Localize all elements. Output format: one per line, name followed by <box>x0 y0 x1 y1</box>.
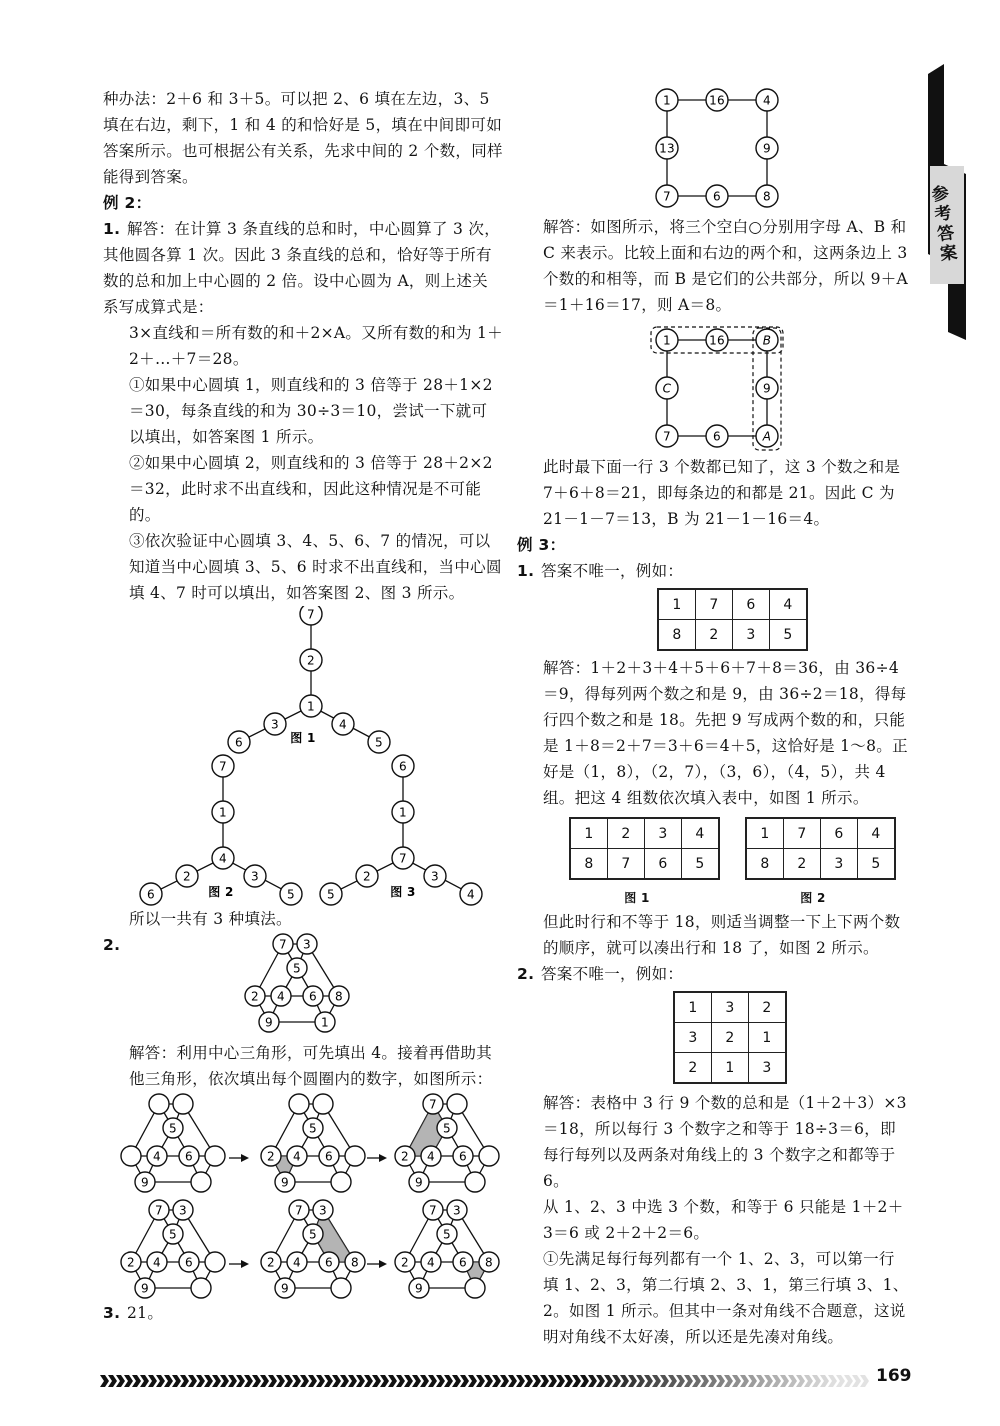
chevron-mark <box>164 1375 173 1387</box>
node-label: 5 <box>327 887 335 902</box>
grid-cell: 1 <box>674 992 712 1023</box>
chevron-mark <box>428 1375 437 1387</box>
grid-cell: 8 <box>658 620 696 651</box>
chevron-mark <box>276 1375 285 1387</box>
grid-cell: 7 <box>608 849 645 880</box>
chevron-mark <box>156 1375 165 1387</box>
chevron-mark <box>260 1375 269 1387</box>
node-circle <box>191 1278 211 1298</box>
grid-cell: 8 <box>746 849 784 880</box>
grid-cell: 8 <box>570 849 608 880</box>
node-circle <box>289 1094 309 1114</box>
node-label: 4 <box>153 1255 161 1270</box>
chevron-mark <box>756 1375 765 1387</box>
node-circle <box>121 1146 141 1166</box>
node-circle <box>331 1278 351 1298</box>
node-label: 3 <box>179 1203 187 1218</box>
node-label: 4 <box>293 1255 301 1270</box>
grid-cell: 3 <box>645 818 682 849</box>
grid-row <box>658 589 807 620</box>
node-label: 3 <box>453 1203 461 1218</box>
chevron-mark <box>732 1375 741 1387</box>
node-label: 4 <box>293 1149 301 1164</box>
chevron-mark <box>860 1375 869 1387</box>
grid-cell: 4 <box>770 589 808 620</box>
chevron-mark <box>460 1375 469 1387</box>
node-label: 8 <box>485 1255 493 1270</box>
grid-row <box>674 992 786 1023</box>
chevron-mark <box>316 1375 325 1387</box>
chevron-mark <box>564 1375 573 1387</box>
grid-cell: 2 <box>608 818 645 849</box>
square-figure-1 <box>517 86 909 210</box>
node-label: 2 <box>307 653 315 668</box>
paragraph: 解答：利用中心三角形，可先填出 4。接着再借助其他三角形，依次填出每个圆圈内的数字，如图所示： <box>129 1044 493 1088</box>
grid-cell: 5 <box>858 849 896 880</box>
arrow-head <box>379 1154 387 1162</box>
node-label: 5 <box>309 1227 317 1242</box>
chevron-mark <box>100 1375 109 1387</box>
chevron-mark <box>708 1375 717 1387</box>
chevron-mark <box>380 1375 389 1387</box>
node-label: 16 <box>709 93 725 108</box>
chevron-mark <box>652 1375 661 1387</box>
paragraph: 所以一共有 3 种填法。 <box>129 910 292 928</box>
question-number: 1. <box>517 562 535 580</box>
node-label: 6 <box>713 189 721 204</box>
node-circle <box>465 1278 485 1298</box>
node-circle <box>205 1146 225 1166</box>
arrow-head <box>241 1260 249 1268</box>
grid-cell: 5 <box>770 620 808 651</box>
paragraph: 从 1、2、3 中选 3 个数，和等于 6 只能是 1＋2＋3＝6 或 2＋2＋2＝6。 <box>543 1198 904 1242</box>
grid-row <box>746 818 895 849</box>
grid-cell: 3 <box>674 1023 712 1053</box>
chevron-mark <box>796 1375 805 1387</box>
chevron-mark <box>780 1375 789 1387</box>
fig3-caption: 图 3 <box>390 885 416 899</box>
chevron-mark <box>628 1375 637 1387</box>
grid-cell: 1 <box>712 1053 749 1084</box>
node-label: 2 <box>363 869 371 884</box>
node-circle <box>447 1094 467 1114</box>
node-label: 5 <box>309 1121 317 1136</box>
node-label: 2 <box>127 1255 135 1270</box>
grid-cell: 6 <box>645 849 682 880</box>
grid-row <box>674 1053 786 1084</box>
arrow-head <box>241 1154 249 1162</box>
chevron-mark <box>828 1375 837 1387</box>
chevron-mark <box>604 1375 613 1387</box>
example-heading: 例 2： <box>103 194 152 212</box>
chevron-mark <box>196 1375 205 1387</box>
grid-cell: 4 <box>682 818 720 849</box>
paragraph: 解答：表格中 3 行 9 个数的总和是（1＋2＋3）×3＝18，所以每行 3 个数字之和等于 18÷3＝6，即每行每列以及两条对角线上的 3 个数字之和都等于 6。 <box>543 1094 907 1190</box>
star-figures-svg <box>103 606 503 906</box>
chevron-mark <box>132 1375 141 1387</box>
chevron-mark <box>556 1375 565 1387</box>
chevron-mark <box>692 1375 701 1387</box>
node-label: 9 <box>265 1015 273 1030</box>
grid-cell: 3 <box>749 1053 787 1084</box>
node-label: 9 <box>281 1281 289 1296</box>
node-label: 6 <box>459 1149 467 1164</box>
node-label: 1 <box>663 93 671 108</box>
node-label: 6 <box>325 1149 333 1164</box>
node-label: 4 <box>339 717 347 732</box>
chevron-mark <box>516 1375 525 1387</box>
node-label: 2 <box>401 1255 409 1270</box>
paragraph: 解答：如图所示，将三个空白○分别用字母 A、B 和 C 来表示。比较上面和右边的两个和，这两条边上 3 个数的和相等，而 B 是它们的公共部分，所以 9＋A＝1＋16＝17，则 A＝8。 <box>543 218 909 314</box>
fig1-caption: 图 1 <box>290 731 316 745</box>
node-circle <box>191 1172 211 1192</box>
node-label: 8 <box>351 1255 359 1270</box>
node-label: 3 <box>271 717 279 732</box>
example-heading: 例 3： <box>517 536 566 554</box>
chevron-mark <box>220 1375 229 1387</box>
answer-grid <box>657 588 808 651</box>
node-label: 4 <box>427 1149 435 1164</box>
grid-cell: 6 <box>733 589 770 620</box>
node-label: 9 <box>763 381 771 396</box>
grid-cell: 1 <box>658 589 696 620</box>
node-circle <box>205 1252 225 1272</box>
grid-cell: 3 <box>733 620 770 651</box>
paragraph: ②如果中心圆填 2，则直线和的 3 倍等于 28＋2×2＝32，此时求不出直线和，因此这种情况是不可能的。 <box>129 454 493 524</box>
grid-cell: 4 <box>858 818 896 849</box>
node-label: 1 <box>219 805 227 820</box>
question-number: 1. <box>103 220 121 238</box>
left-column <box>103 86 503 1326</box>
node-label: 4 <box>763 93 771 108</box>
node-label: 13 <box>659 141 675 156</box>
chevron-mark <box>612 1375 621 1387</box>
node-label: 16 <box>709 333 725 348</box>
chevron-mark <box>348 1375 357 1387</box>
grid-cell: 2 <box>749 992 787 1023</box>
chevron-mark <box>228 1375 237 1387</box>
arrow-head <box>379 1260 387 1268</box>
chevron-mark <box>500 1375 509 1387</box>
node-label: 9 <box>281 1175 289 1190</box>
grid-cell: 2 <box>696 620 733 651</box>
paragraph: 此时最下面一行 3 个数都已知了，这 3 个数之和是 7＋6＋8＝21，即每条边的和都是 21。因此 C 为 21－1－7＝13，B 为 21－1－16＝4。 <box>543 458 901 528</box>
node-label: 3 <box>319 1203 327 1218</box>
chevron-mark <box>684 1375 693 1387</box>
node-label: 4 <box>153 1149 161 1164</box>
chevron-mark <box>420 1375 429 1387</box>
chevron-mark <box>324 1375 333 1387</box>
node-label: 9 <box>763 141 771 156</box>
chevron-mark <box>804 1375 813 1387</box>
chevron-mark <box>444 1375 453 1387</box>
chevron-mark <box>356 1375 365 1387</box>
chevron-mark <box>820 1375 829 1387</box>
triangle-steps <box>103 1092 503 1300</box>
node-label: 7 <box>399 851 407 866</box>
chevron-mark <box>748 1375 757 1387</box>
paragraph: ③依次验证中心圆填 3、4、5、6、7 的情况，可以知道当中心圆填 3、5、6 时求不出直线和，当中心圆填 4、7 时可以填出，如答案图 2、图 3 所示。 <box>129 532 502 602</box>
chevron-mark <box>508 1375 517 1387</box>
square-figure-2 <box>517 322 909 452</box>
chevron-mark <box>580 1375 589 1387</box>
node-label: 6 <box>309 989 317 1004</box>
paragraph: 答案不唯一，例如： <box>541 562 684 580</box>
node-label: 7 <box>429 1097 437 1112</box>
chevron-mark <box>812 1375 821 1387</box>
chevron-mark <box>308 1375 317 1387</box>
chevron-mark <box>116 1375 125 1387</box>
chevron-mark <box>436 1375 445 1387</box>
chevron-mark <box>588 1375 597 1387</box>
chevron-mark <box>396 1375 405 1387</box>
node-label: 5 <box>375 735 383 750</box>
chevron-mark <box>212 1375 221 1387</box>
node-label: 1 <box>321 1015 329 1030</box>
chevron-mark <box>340 1375 349 1387</box>
grid-cell: 7 <box>696 589 733 620</box>
grid-cell: 3 <box>712 992 749 1023</box>
paragraph: 答案不唯一，例如： <box>541 965 684 983</box>
chevron-mark <box>644 1375 653 1387</box>
chevron-mark <box>676 1375 685 1387</box>
page-number: 169 <box>876 1366 912 1386</box>
chevron-mark <box>524 1375 533 1387</box>
paragraph: 解答：1＋2＋3＋4＋5＋6＋7＋8＝36，由 36÷4＝9，得每列两个数之和是 9，由 36÷2＝18，得每行四个数之和是 18。先把 9 写成两个数的和，只能是 1＋8＝2＋7＝3＋6＝4＋5，这恰好是 1～8。正好是（1，8），（2，7），（3，6），（4，5），共 4 组。把这 4 组数依次填入表中，如图 1 所示。 <box>543 659 908 807</box>
node-label: 8 <box>335 989 343 1004</box>
grid-caption: 图 1 <box>624 891 650 905</box>
grid-caption: 图 2 <box>800 891 826 905</box>
node-circle <box>345 1146 365 1166</box>
node-circle <box>331 1172 351 1192</box>
node-label: 9 <box>141 1175 149 1190</box>
answer-grid-fig2 <box>745 817 896 880</box>
chevron-mark <box>548 1375 557 1387</box>
question-number: 3. <box>103 1304 121 1322</box>
chevron-mark <box>188 1375 197 1387</box>
footer-decoration <box>100 1374 875 1388</box>
chevron-mark <box>620 1375 629 1387</box>
node-label: 6 <box>325 1255 333 1270</box>
chevron-mark <box>140 1375 149 1387</box>
chevron-mark <box>300 1375 309 1387</box>
chevron-mark <box>180 1375 189 1387</box>
chevron-mark <box>844 1375 853 1387</box>
chevron-mark <box>836 1375 845 1387</box>
grid-cell: 2 <box>784 849 821 880</box>
node-label: 6 <box>185 1255 193 1270</box>
chevron-mark <box>204 1375 213 1387</box>
node-label: 7 <box>295 1203 303 1218</box>
node-label: 5 <box>169 1227 177 1242</box>
chevron-mark <box>172 1375 181 1387</box>
grid-cell: 5 <box>682 849 720 880</box>
question-number: 2. <box>517 965 535 983</box>
paragraph: 但此时行和不等于 18，则适当调整一下上下两个数的顺序，就可以凑出行和 18 了，如图 2 所示。 <box>543 913 901 957</box>
node-label: 2 <box>251 989 259 1004</box>
node-label: 4 <box>277 989 285 1004</box>
node-circle <box>313 1094 333 1114</box>
grid-row <box>570 818 719 849</box>
node-label: 2 <box>183 869 191 884</box>
question-number: 2. <box>103 936 121 954</box>
node-label: 5 <box>293 961 301 976</box>
star-figures <box>103 606 503 906</box>
node-circle <box>173 1094 193 1114</box>
side-tab-label: 参考答案 <box>930 183 959 266</box>
triangle-figure <box>233 932 383 1036</box>
chevron-mark <box>268 1375 277 1387</box>
node-label: 8 <box>763 189 771 204</box>
chevron-mark <box>124 1375 133 1387</box>
node-label: 6 <box>235 735 243 750</box>
node-label: 5 <box>443 1121 451 1136</box>
chevron-mark <box>764 1375 773 1387</box>
chevron-mark <box>372 1375 381 1387</box>
grid-row <box>746 849 895 880</box>
node-label: 4 <box>467 887 475 902</box>
node-label: 6 <box>459 1255 467 1270</box>
grid-cell: 1 <box>746 818 784 849</box>
node-label: 3 <box>431 869 439 884</box>
node-label: 7 <box>155 1203 163 1218</box>
grid-row <box>570 849 719 880</box>
chevron-mark <box>148 1375 157 1387</box>
chevron-mark <box>244 1375 253 1387</box>
fig2-caption: 图 2 <box>208 885 234 899</box>
node-label: 9 <box>415 1281 423 1296</box>
chevron-mark <box>108 1375 117 1387</box>
chevron-mark <box>404 1375 413 1387</box>
chevron-mark <box>724 1375 733 1387</box>
chevron-mark <box>540 1375 549 1387</box>
chevron-mark <box>476 1375 485 1387</box>
grid-cell: 1 <box>570 818 608 849</box>
chevron-mark <box>452 1375 461 1387</box>
chevron-mark <box>700 1375 709 1387</box>
chevron-mark <box>772 1375 781 1387</box>
node-label: 1 <box>307 699 315 714</box>
chevron-mark <box>468 1375 477 1387</box>
node-label: 4 <box>219 851 227 866</box>
node-label: B <box>762 333 772 348</box>
node-label: 5 <box>287 887 295 902</box>
node-label: 7 <box>279 937 287 952</box>
node-label: 2 <box>267 1255 275 1270</box>
side-tab <box>926 64 966 340</box>
paragraph: ①如果中心圆填 1，则直线和的 3 倍等于 28＋1×2＝30，每条直线的和为 30÷3＝10，尝试一下就可以填出，如答案图 1 所示。 <box>129 376 493 446</box>
grid-cell: 2 <box>712 1023 749 1053</box>
chevron-mark <box>716 1375 725 1387</box>
grid-row <box>658 620 807 651</box>
grid-row <box>674 1023 786 1053</box>
node-label: 6 <box>399 759 407 774</box>
node-label: 7 <box>307 607 315 622</box>
node-label: 9 <box>141 1281 149 1296</box>
chevron-mark <box>788 1375 797 1387</box>
node-label: 1 <box>663 333 671 348</box>
node-label: 7 <box>429 1203 437 1218</box>
paragraph: 3×直线和＝所有数的和＋2×A。又所有数的和为 1＋2＋…＋7＝28。 <box>129 324 503 368</box>
chevron-mark <box>636 1375 645 1387</box>
chevron-mark <box>668 1375 677 1387</box>
chevron-mark <box>740 1375 749 1387</box>
node-label: 7 <box>663 189 671 204</box>
chevron-mark <box>332 1375 341 1387</box>
node-label: 2 <box>267 1149 275 1164</box>
node-label: 7 <box>663 429 671 444</box>
right-column <box>517 86 909 1350</box>
paragraph: 种办法：2＋6 和 3＋5。可以把 2、6 填在左边，3、5 填在右边，剩下，1 和 4 的和恰好是 5，填在中间即可如答案所示。也可根据公有关系，先求中间的 2 个数，同样能得到答案。 <box>103 90 503 186</box>
node-label: 6 <box>713 429 721 444</box>
node-label: 5 <box>443 1227 451 1242</box>
answer: 21。 <box>127 1304 164 1322</box>
node-label: 6 <box>185 1149 193 1164</box>
node-label: 2 <box>401 1149 409 1164</box>
chevron-mark <box>388 1375 397 1387</box>
grid-cell: 6 <box>821 818 858 849</box>
node-label: 5 <box>169 1121 177 1136</box>
node-circle <box>149 1094 169 1114</box>
chevron-mark <box>596 1375 605 1387</box>
node-label: 9 <box>415 1175 423 1190</box>
chevron-mark <box>484 1375 493 1387</box>
node-circle <box>465 1172 485 1192</box>
grid-cell: 7 <box>784 818 821 849</box>
node-label: 4 <box>427 1255 435 1270</box>
grid-cell: 1 <box>749 1023 787 1053</box>
node-circle <box>479 1146 499 1166</box>
grid-cell: 2 <box>674 1053 712 1084</box>
chevron-mark <box>284 1375 293 1387</box>
chevron-mark <box>364 1375 373 1387</box>
node-label: 3 <box>251 869 259 884</box>
node-label: C <box>662 381 672 396</box>
grid-cell: 3 <box>821 849 858 880</box>
node-label: 1 <box>399 805 407 820</box>
node-label: 6 <box>147 887 155 902</box>
chevron-mark <box>660 1375 669 1387</box>
node-label: 7 <box>219 759 227 774</box>
chevron-mark <box>492 1375 501 1387</box>
chevron-mark <box>236 1375 245 1387</box>
paragraph: ①先满足每行每列都有一个 1、2、3，可以第一行填 1、2、3，第二行填 2、3、1，第三行填 3、1、2。如图 1 所示。但其中一条对角线不合题意，这说明对角线不太好凑，所以还是先凑对角线。 <box>543 1250 909 1346</box>
node-label: A <box>762 429 772 444</box>
node-label: 3 <box>303 937 311 952</box>
chevron-mark <box>252 1375 261 1387</box>
chevron-mark <box>572 1375 581 1387</box>
chevron-mark <box>412 1375 421 1387</box>
answer-grid-3x3 <box>673 991 787 1084</box>
chevron-mark <box>532 1375 541 1387</box>
paragraph: 解答：在计算 3 条直线的总和时，中心圆算了 3 次，其他圆各算 1 次。因此 3 条直线的总和，恰好等于所有数的总和加上中心圆的 2 倍。设中心圆为 A，则上述关系写成算式是： <box>103 220 501 316</box>
chevron-mark <box>852 1375 861 1387</box>
chevron-mark <box>292 1375 301 1387</box>
answer-grid-fig1 <box>569 817 720 880</box>
